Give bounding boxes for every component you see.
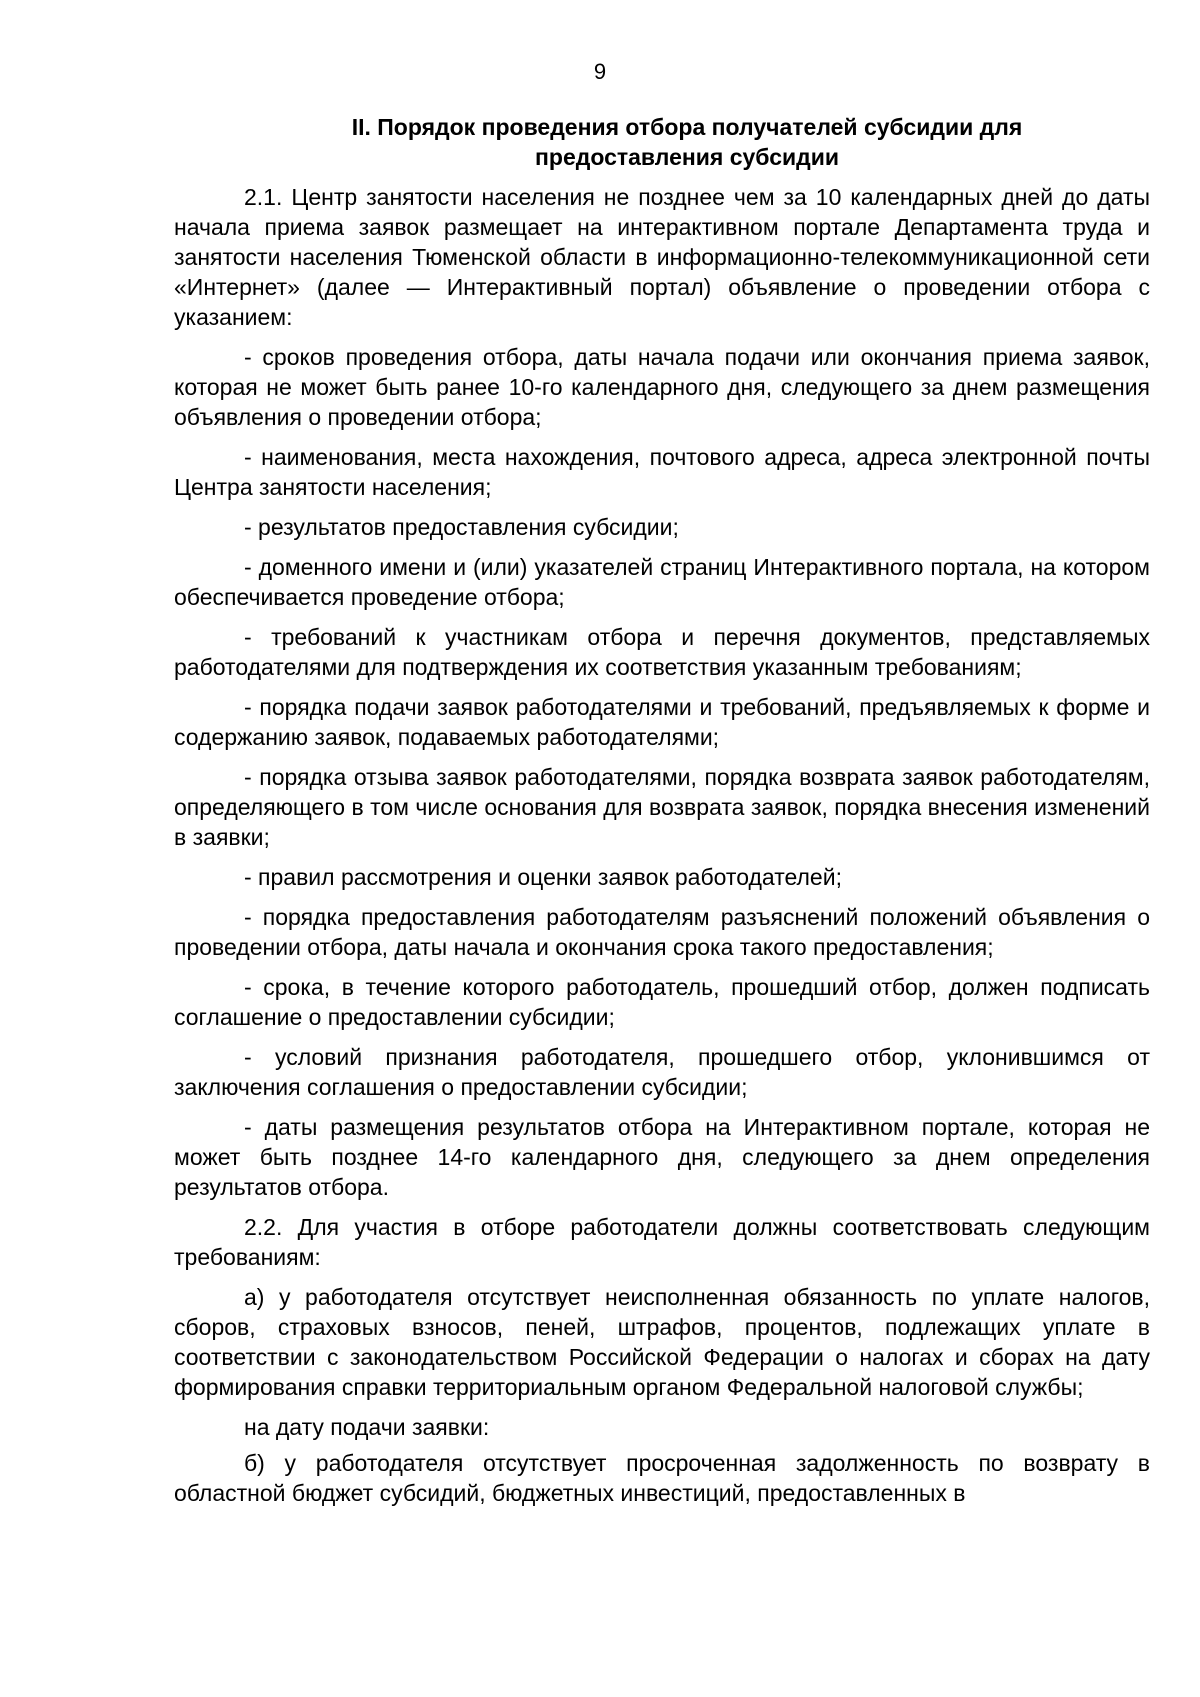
paragraph-2-1: 2.1. Центр занятости населения не позднее чем за 10 календарных дней до даты начала приема заявок размещает на интерактивном портале Департамента труда и занятости населения Тюменской области в информационно-телекоммуникационной сети «Интернет» (далее — Интерактивный портал) объявление о проведении отбора с указанием: bbox=[174, 184, 1150, 330]
list-item-evasion: - условий признания работодателя, прошедшего отбор, уклонившимся от заключения соглашения о предоставлении субсидии; bbox=[174, 1044, 1150, 1100]
section-title bbox=[174, 112, 1150, 172]
list-item-review-rules: - правил рассмотрения и оценки заявок работодателей; bbox=[244, 864, 842, 890]
application-date-note: на дату подачи заявки: bbox=[244, 1414, 490, 1440]
list-item-withdrawal: - порядка отзыва заявок работодателями, порядка возврата заявок работодателям, определяющего в том числе основания для возврата заявок, порядка внесения изменений в заявки; bbox=[174, 764, 1150, 850]
list-item-requirements: - требований к участникам отбора и перечня документов, представляемых работодателями для подтверждения их соответствия указанным требованиям; bbox=[174, 624, 1150, 680]
section-title-line-1: II. Порядок проведения отбора получателей субсидии для bbox=[351, 114, 1023, 140]
list-item-terms: - сроков проведения отбора, даты начала подачи или окончания приема заявок, которая не может быть ранее 10-го календарного дня, следующего за днем размещения объявления о проведении отбора; bbox=[174, 344, 1150, 430]
list-item-application-procedure: - порядка подачи заявок работодателями и требований, предъявляемых к форме и содержанию заявок, подаваемых работодателями; bbox=[174, 694, 1150, 750]
paragraph-2-2: 2.2. Для участия в отборе работодатели должны соответствовать следующим требованиям: bbox=[174, 1214, 1150, 1270]
requirement-b: б) у работодателя отсутствует просроченная задолженность по возврату в областной бюджет субсидий, бюджетных инвестиций, предоставленных в bbox=[174, 1450, 1150, 1506]
list-item-publication-date: - даты размещения результатов отбора на Интерактивном портале, которая не может быть позднее 14-го календарного дня, следующего за днем определения результатов отбора. bbox=[174, 1114, 1150, 1200]
requirement-a: а) у работодателя отсутствует неисполненная обязанность по уплате налогов, сборов, страховых взносов, пеней, штрафов, процентов, подлежащих уплате в соответствии с законодательством Российской Федерации о налогах и сборах на дату формирования справки территориальным органом Федеральной налоговой службы; bbox=[174, 1284, 1150, 1400]
list-item-clarifications: - порядка предоставления работодателям разъяснений положений объявления о проведении отбора, даты начала и окончания срока такого предоставления; bbox=[174, 904, 1150, 960]
list-item-signing-term: - срока, в течение которого работодатель, прошедший отбор, должен подписать соглашение о предоставлении субсидии; bbox=[174, 974, 1150, 1030]
list-item-name-address: - наименования, места нахождения, почтового адреса, адреса электронной почты Центра занятости населения; bbox=[174, 444, 1150, 500]
list-item-results: - результатов предоставления субсидии; bbox=[244, 514, 679, 540]
page-number: 9 bbox=[593, 59, 607, 84]
section-title-line-2: предоставления субсидии bbox=[535, 144, 839, 170]
document-body bbox=[174, 112, 1150, 1518]
list-item-domain: - доменного имени и (или) указателей страниц Интерактивного портала, на котором обеспечивается проведение отбора; bbox=[174, 554, 1150, 610]
